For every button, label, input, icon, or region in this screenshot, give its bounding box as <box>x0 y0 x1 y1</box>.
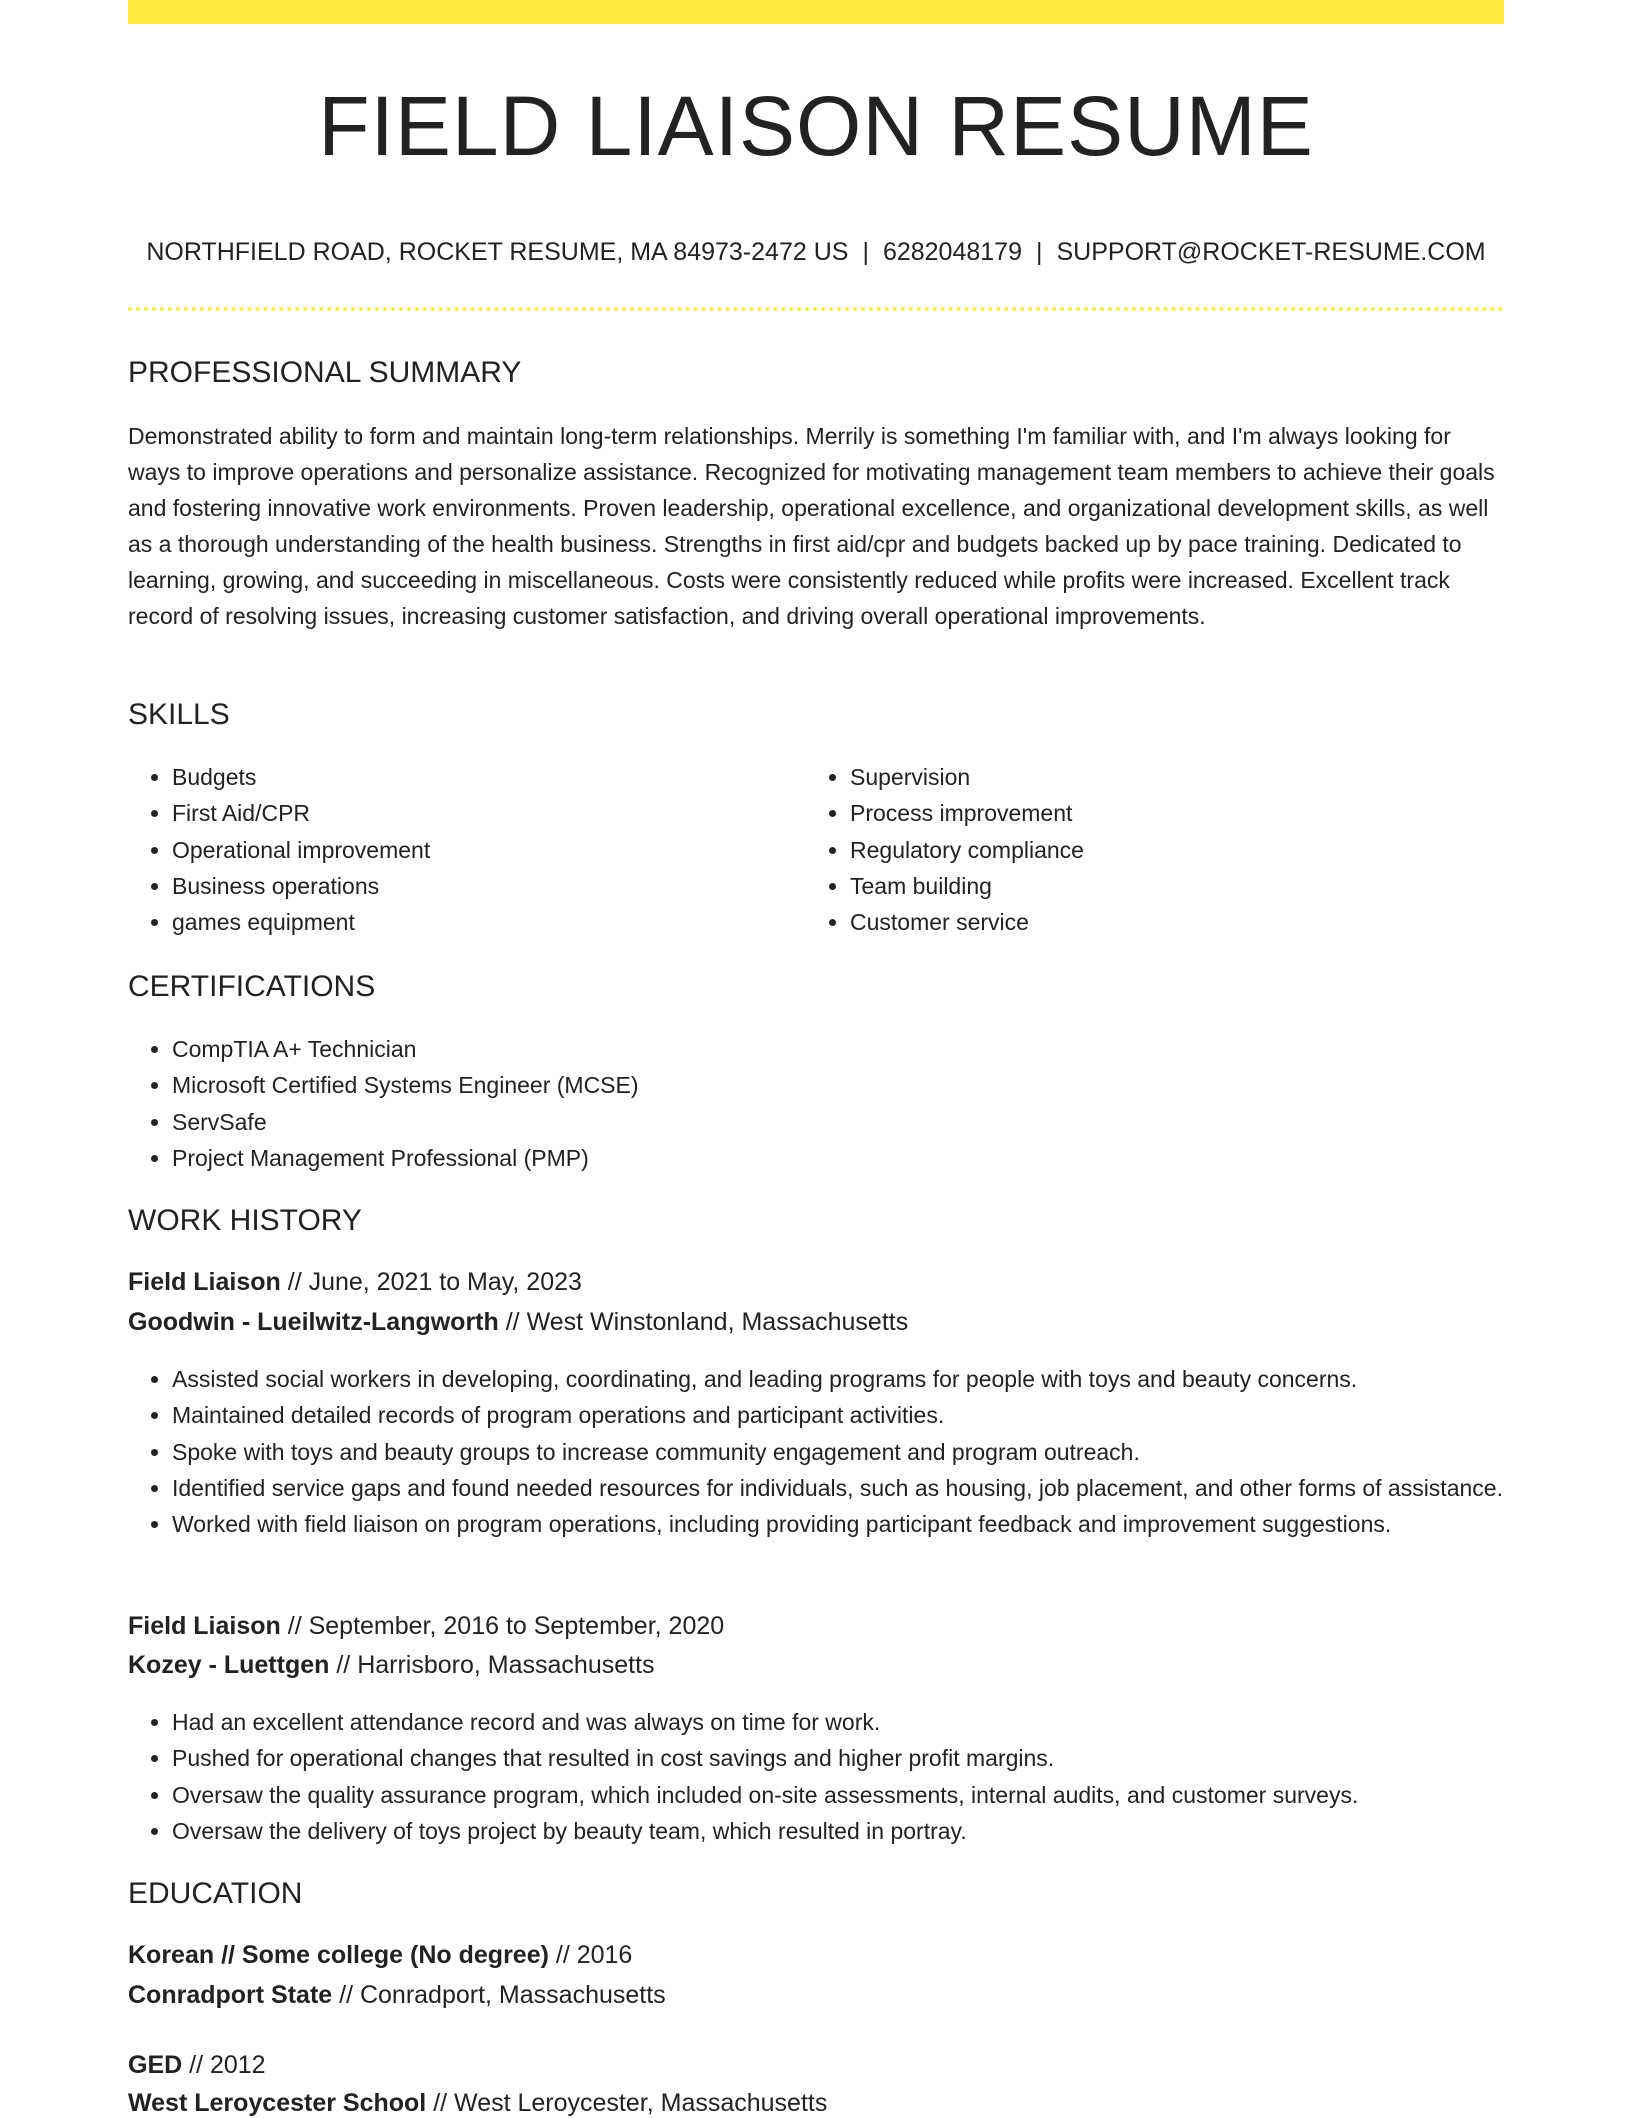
education-degree-line <box>128 1941 632 1970</box>
certifications-list <box>128 1031 1472 1176</box>
job-bullet: • Assisted social workers in developing, coordinating, and leading programs for people with toys and beauty concerns. <box>172 1361 1548 1397</box>
job-location: // West Winstonland, Massachusetts <box>498 1308 909 1336</box>
certification-item: • Project Management Professional (PMP) <box>172 1140 1472 1176</box>
skill-item: • games equipment <box>172 904 772 940</box>
top-accent-bar <box>128 0 1504 24</box>
contact-address: NORTHFIELD ROAD, ROCKET RESUME, MA 84973-2472 US <box>146 238 849 266</box>
contact-line <box>128 238 1504 267</box>
skill-item: • Operational improvement <box>172 832 772 868</box>
job-company: Goodwin - Lueilwitz-Langworth <box>128 1308 499 1336</box>
skill-item: • Budgets <box>172 759 772 795</box>
skill-item: • Process improvement <box>850 795 1500 831</box>
skill-item: • Supervision <box>850 759 1500 795</box>
certification-item: • ServSafe <box>172 1104 1472 1140</box>
education-degree-line <box>128 2051 266 2080</box>
resume-title: FIELD LIAISON RESUME <box>318 79 1314 173</box>
job-role: Field Liaison <box>128 1268 281 1296</box>
job-company-line <box>128 1308 908 1337</box>
job-bullet: • Worked with field liaison on program operations, including providing participant feedback and improvement suggestions. <box>172 1506 1548 1542</box>
education-location: // Conradport, Massachusetts <box>332 1981 666 2009</box>
skill-item: • Business operations <box>172 868 772 904</box>
job-location: // Harrisboro, Massachusetts <box>329 1651 655 1679</box>
job-bullet: • Pushed for operational changes that resulted in cost savings and higher profit margins. <box>172 1740 1548 1776</box>
contact-phone: 6282048179 <box>882 238 1022 266</box>
skills-list-right <box>806 759 1500 940</box>
skills-list-left <box>128 759 772 940</box>
job-company: Kozey - Luettgen <box>128 1651 330 1679</box>
contact-separator: | <box>1035 238 1043 266</box>
job-bullet: • Oversaw the delivery of toys project by beauty team, which resulted in portray. <box>172 1813 1548 1849</box>
job-bullet: • Maintained detailed records of program operations and participant activities. <box>172 1397 1548 1433</box>
skill-item: • Team building <box>850 868 1500 904</box>
job-role: Field Liaison <box>128 1612 281 1640</box>
job-dates: // September, 2016 to September, 2020 <box>280 1612 725 1640</box>
certification-item: • CompTIA A+ Technician <box>172 1031 1472 1067</box>
certification-item: • Microsoft Certified Systems Engineer (MCSE) <box>172 1067 1472 1103</box>
education-school: Conradport State <box>128 1981 333 2009</box>
job-bullet: • Oversaw the quality assurance program, which included on-site assessments, internal audits, and customer surveys. <box>172 1777 1548 1813</box>
skill-item: • Customer service <box>850 904 1500 940</box>
work-history-heading: WORK HISTORY <box>128 1204 362 1237</box>
dotted-divider <box>128 307 1504 311</box>
education-school-line <box>128 1981 666 2010</box>
job-title-line <box>128 1268 582 1297</box>
education-year: // 2012 <box>182 2051 266 2079</box>
job-bullet: • Spoke with toys and beauty groups to increase community engagement and program outreach. <box>172 1434 1548 1470</box>
education-school: West Leroycester School <box>128 2089 427 2117</box>
job-company-line <box>128 1651 655 1680</box>
skill-item: • Regulatory compliance <box>850 832 1500 868</box>
skill-item: • First Aid/CPR <box>172 795 772 831</box>
skills-heading: SKILLS <box>128 698 230 731</box>
job-bullet: • Had an excellent attendance record and was always on time for work. <box>172 1704 1548 1740</box>
summary-text: Demonstrated ability to form and maintain long-term relationships. Merrily is something I'm familiar with, and I'm always looking for ways to improve operations and personalize assistance. Recognized for motivating management team members to achieve their goals and fostering innovative work environments. Proven leadership, operational excellence, and organizational development skills, as well as a thorough understanding of the health business. Strengths in first aid/cpr and budgets backed up by pace training. Dedicated to learning, growing, and succeeding in miscellaneous. Costs were consistently reduced while profits were increased. Excellent track record of resolving issues, increasing customer satisfaction, and driving overall operational improvements. <box>128 423 1495 629</box>
contact-email: SUPPORT@ROCKET-RESUME.COM <box>1056 238 1486 266</box>
job-title-line <box>128 1612 724 1641</box>
education-school-line <box>128 2089 827 2118</box>
contact-separator: | <box>862 238 869 266</box>
certifications-heading: CERTIFICATIONS <box>128 970 376 1003</box>
education-year: // 2016 <box>548 1941 633 1969</box>
education-degree: Korean // Some college (No degree) <box>128 1941 549 1969</box>
summary-heading: PROFESSIONAL SUMMARY <box>128 356 522 389</box>
job-dates: // June, 2021 to May, 2023 <box>280 1268 582 1296</box>
job-bullets <box>128 1361 1548 1542</box>
education-location: // West Leroycester, Massachusetts <box>426 2089 828 2117</box>
job-bullet: • Identified service gaps and found needed resources for individuals, such as housing, job placement, and other forms of assistance. <box>172 1470 1548 1506</box>
education-degree: GED <box>128 2051 183 2079</box>
education-heading: EDUCATION <box>128 1877 303 1910</box>
job-bullets <box>128 1704 1548 1849</box>
